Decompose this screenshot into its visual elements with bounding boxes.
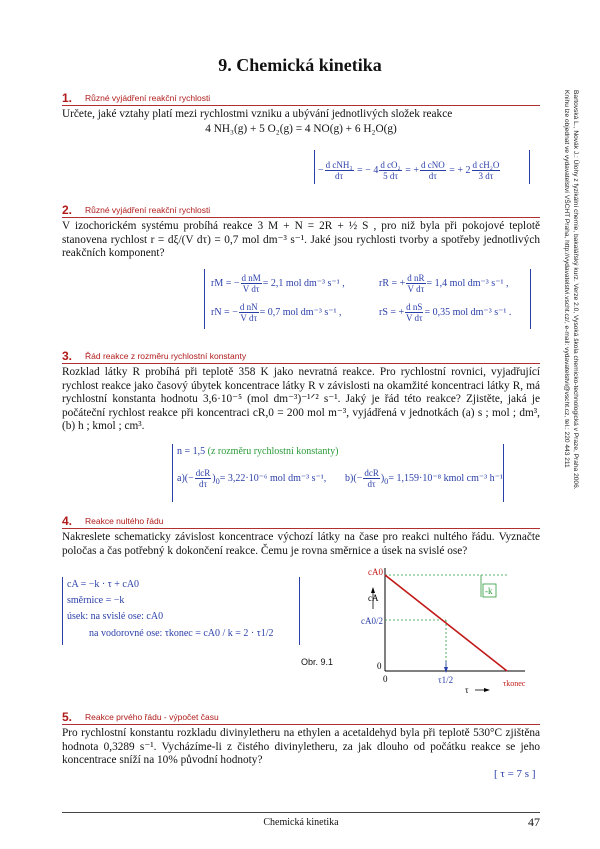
x-half-label: τ1/2: [438, 675, 454, 685]
slope-label: -k: [485, 586, 493, 596]
figure-caption: Obr. 9.1: [301, 657, 334, 667]
zero-order-graph: [355, 565, 535, 697]
y-top-label: cA0: [368, 567, 383, 577]
section-number: 5.: [62, 710, 73, 724]
x-axis-label: τ: [465, 685, 469, 695]
section-5: [62, 710, 540, 768]
section-title: Reakce nultého řádu: [85, 516, 164, 526]
y-axis-label: cA: [368, 593, 379, 603]
x-zero-label: 0: [383, 674, 388, 684]
section-title: Různé vyjádření reakční rychlosti: [85, 205, 211, 215]
side-note: [563, 90, 579, 650]
page-footer: [62, 812, 540, 833]
section-number: 3.: [62, 349, 73, 363]
page-title: 9. Chemická kinetika: [218, 55, 382, 75]
answer-box-2: rM = − $\frac{\text{d nM}}{\text{V dτ}}$ = 2,1 mol dm⁻³ s⁻¹ , rR = + $\frac{\text{d nR}}{\text{V dτ}}$ = 1,4 mol dm⁻³ s⁻¹ , rN = − $\frac{\text{d nN}}{\text{V dτ}}$ = 0,7 mol dm⁻³ s⁻¹ , rS = + $\frac{\text{d nS}}{\text{V dτ}}$ = 0,35 mol dm⁻³ s⁻¹ .: [204, 269, 531, 329]
footer-text: Chemická kinetika: [263, 817, 339, 828]
answer-5: [ τ = 7 s ]: [494, 768, 536, 780]
frac-no: $\frac{\text{d cNO}}{d\tau}$: [420, 160, 445, 181]
section-1: [62, 91, 540, 136]
side-note-line2: Knihu lze objednat ve vydavatelství VŠCHT Praha, http://vydavatelstvi.vscht.cz/, e-mail: vydavatelstvi@vscht.cz, tel.: 220 443 211: [563, 90, 571, 468]
section-title: Reakce prvého řádu - výpočet času: [85, 712, 219, 722]
answer-box-4: cA = −k · τ + cA0 směrnice = −k úsek: na svislé ose: cA0 na vodorovné ose: τkonec = cA0 / k = 2 · τ1/2: [62, 577, 300, 645]
problem-text: V izochorickém systému probíhá reakce 3 M + N = 2R + ½ S , pro niž byla při pokojové teplotě stanovena rychlost r = dξ/(V dτ) = 0,7 mol dm⁻³ s⁻¹. Jaké jsou rychlosti tvorby a spotřeby jednotlivých reakčních komponent?: [62, 220, 540, 259]
answer-box-3: n = 1,5 (z rozměru rychlostní konstanty) a)(− $\frac{\text{dcR}}{d\tau}$ )$_0= 3,22\cdot 10^{-6}$ mol dm⁻³ s⁻¹, b)(− $\frac{\text{dcR}}{d\tau}$ )$_0= 1,159\cdot 10^{-8}$ kmol cm⁻³ h⁻¹: [172, 444, 504, 502]
ans-minus: −: [318, 164, 324, 176]
section-header: [62, 91, 540, 106]
frac-nh3: $\frac{\text{d cNH₃}}{d\tau}$: [325, 160, 353, 181]
section-header: [62, 349, 540, 364]
problem-text: Určete, jaké vztahy platí mezi rychlostmi vzniku a ubývání jednotlivých složek reakce: [62, 108, 453, 120]
section-header: [62, 710, 540, 725]
y-zero-label: 0: [377, 661, 382, 671]
section-number: 1.: [62, 91, 73, 105]
reaction-equation: 4 NH₃(g) + 5 O₂(g) = 4 NO(g) + 6 H₂O(g): [205, 122, 397, 135]
answer-box-1: − $\frac{\text{d cNH₃}}{d\tau}$ = − 4 $\frac{\text{d cO₂}}{5 d\tau}$ = + $\frac{\text{d cNO}}{d\tau}$ = + 2 $\frac{\text{d cH₂O}}{3 d\tau}$: [314, 150, 530, 184]
section-number: 4.: [62, 514, 73, 528]
x-end-label: τkonec: [503, 679, 526, 688]
problem-text: Rozklad látky R probíhá při teplotě 358 K jako nevratná reakce. Pro rychlostní rovnici, vyjadřující rychlost reakce jako časový úbytek koncentrace látky R v závislosti na okamžité koncentraci látky R, má rychlostní konstanta hodnotu 3,6·10⁻⁵ (mol dm⁻³)⁻¹ᐟ² s⁻¹. Jaký je řád této reakce? Zjistěte, jaká je počáteční rychlost reakce při koncentraci cR,0 = 200 mol m⁻³, vyjádřená v jednotkách (a) s ; mol ; dm³, (b) h ; kmol ; cm³.: [62, 366, 540, 432]
section-2: [62, 203, 540, 261]
section-header: [62, 203, 540, 218]
frac-o2: $\frac{\text{d cO₂}}{5 d\tau}$: [380, 160, 401, 181]
frac-h2o: $\frac{\text{d cH₂O}}{3 d\tau}$: [472, 160, 500, 181]
section-header: [62, 514, 540, 529]
section-number: 2.: [62, 203, 73, 217]
section-title: Řád reakce z rozměru rychlostní konstanty: [85, 351, 247, 361]
section-4: [62, 514, 540, 558]
y-half-label: cA0/2: [361, 616, 383, 626]
page-number: 47: [528, 815, 540, 829]
side-note-line1: Bartovská L., Novák J.: Úlohy z fyzikální chemie, bakalářský kurz. Verze 2.0, Vysoká škola chemicko-technologická v Praze, Praha 2006.: [572, 90, 579, 490]
problem-text: Pro rychlostní konstantu rozkladu divinyletheru na ethylen a acetaldehyd byla při teplotě 530°C zjištěna hodnota 0,3289 s⁻¹. Vycházíme-li z čistého divinyletheru, za jak dlouho od počátku reakce se jeho koncentrace sníží na 10% původní hodnoty?: [62, 727, 540, 766]
section-title: Různé vyjádření reakční rychlosti: [85, 93, 211, 103]
section-3: [62, 349, 540, 434]
problem-text: Nakreslete schematicky závislost koncentrace výchozí látky na čase pro reakci nultého řádu. Vyznačte poločas a čas potřebný k dokončení reakce. Čemu je rovna směrnice a úsek na svislé ose?: [62, 531, 540, 557]
